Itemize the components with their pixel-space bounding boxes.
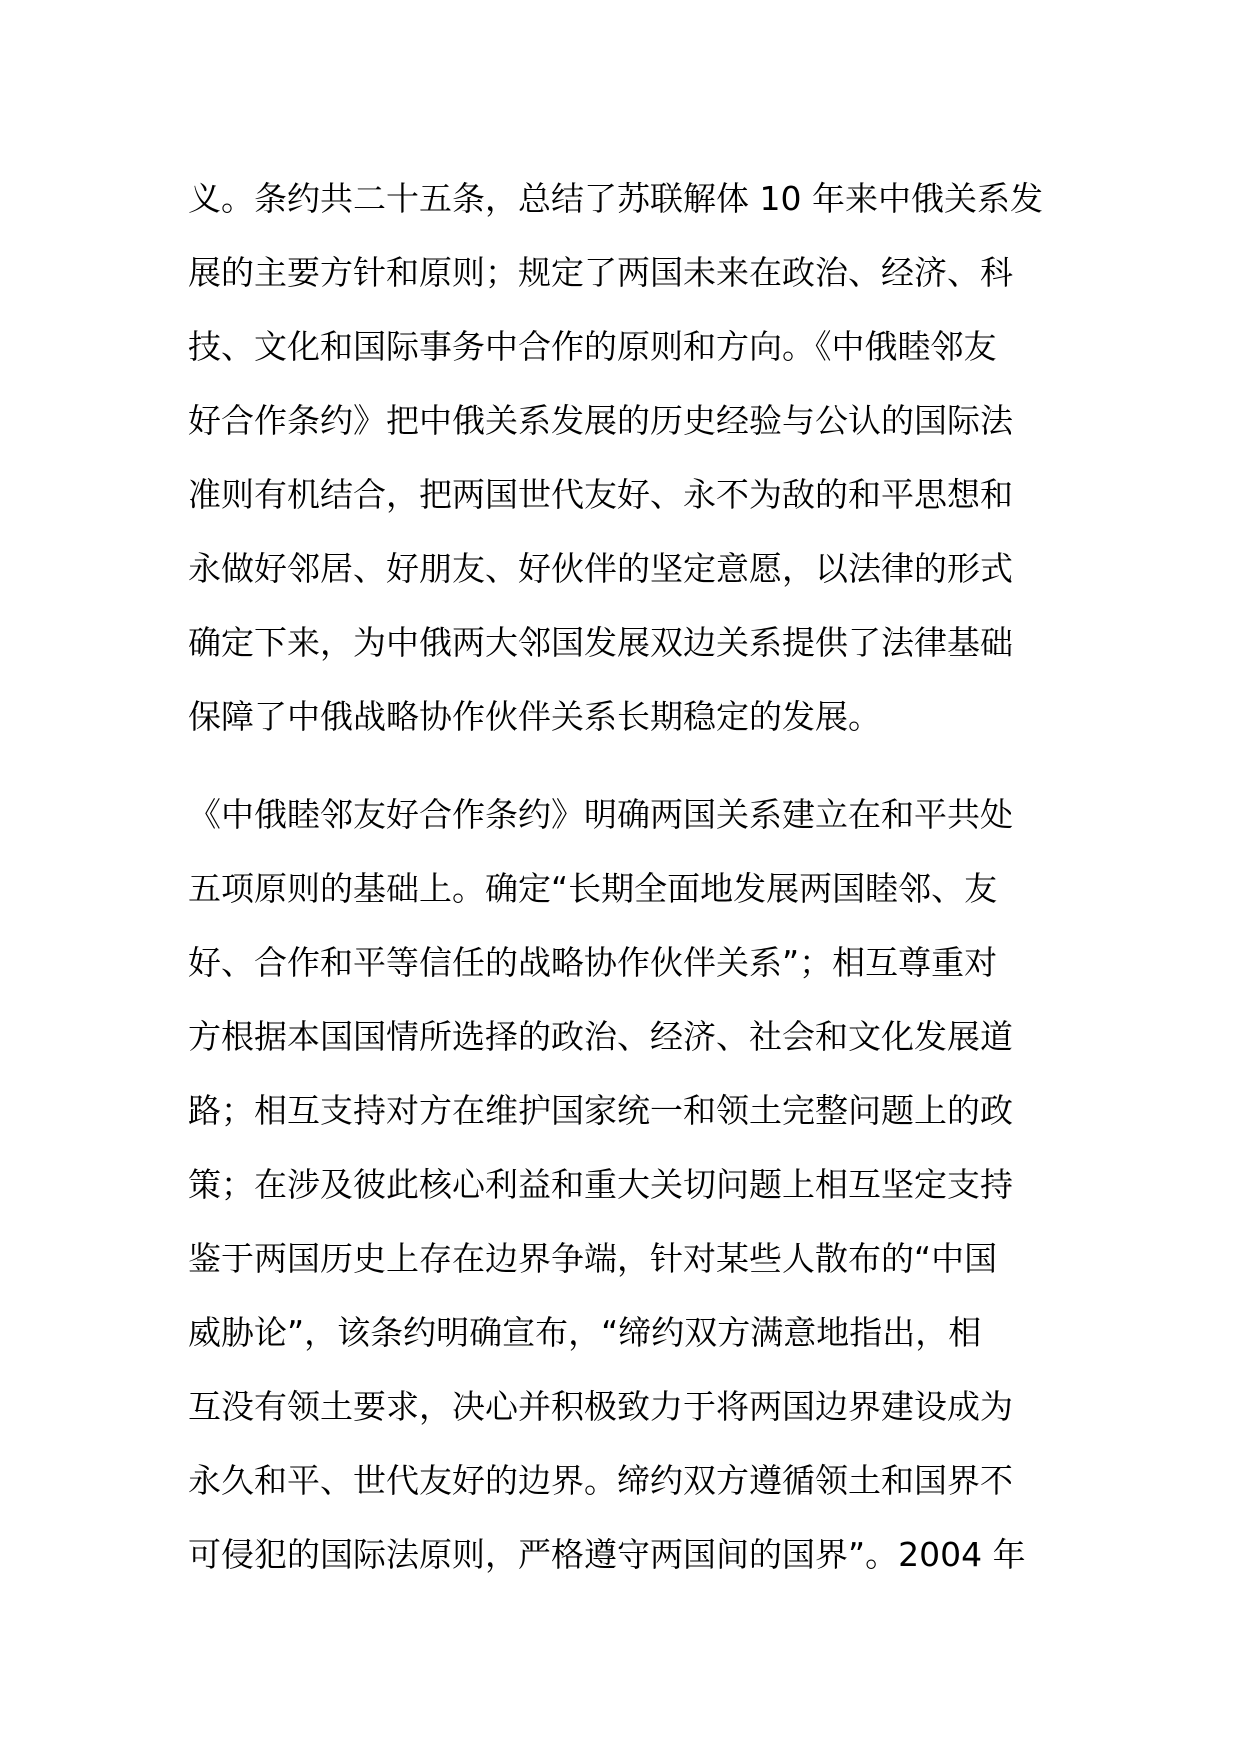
text-line: 可侵犯的国际法原则，严格遵守两国间的国界”。2004 年: [188, 1535, 1026, 1574]
text-line: 威胁论”，该条约明确宣布，“缔约双方满意地指出，相: [188, 1313, 982, 1352]
text-line: 确定下来，为中俄两大邻国发展双边关系提供了法律基础: [188, 623, 1013, 662]
text-line: 《中俄睦邻友好合作条约》明确两国关系建立在和平共处: [188, 795, 1013, 834]
text-line: 方根据本国国情所选择的政治、经济、社会和文化发展道: [188, 1017, 1013, 1056]
paragraph-1: [188, 162, 1068, 754]
text-line: 展的主要方针和原则；规定了两国未来在政治、经济、科: [188, 253, 1013, 292]
text-line: 策；在涉及彼此核心利益和重大关切问题上相互坚定支持: [188, 1165, 1013, 1204]
text-line: 好、合作和平等信任的战略协作伙伴关系”；相互尊重对: [188, 943, 998, 982]
paragraph-2: [188, 778, 1068, 1592]
text-line: 路；相互支持对方在维护国家统一和领土完整问题上的政: [188, 1091, 1013, 1130]
text-line: 互没有领土要求，决心并积极致力于将两国边界建设成为: [188, 1387, 1013, 1426]
text-line: 保障了中俄战略协作伙伴关系长期稳定的发展。: [188, 697, 881, 736]
text-line: 准则有机结合，把两国世代友好、永不为敌的和平思想和: [188, 475, 1013, 514]
text-line: 鉴于两国历史上存在边界争端，针对某些人散布的“中国: [188, 1239, 998, 1278]
text-line: 永做好邻居、好朋友、好伙伴的坚定意愿，以法律的形式: [188, 549, 1013, 588]
text-line: 好合作条约》把中俄关系发展的历史经验与公认的国际法: [188, 401, 1013, 440]
text-line: 技、文化和国际事务中合作的原则和方向。《中俄睦邻友: [188, 327, 997, 366]
text-line: 永久和平、世代友好的边界。缔约双方遵循领土和国界不: [188, 1461, 1013, 1500]
text-line: 义。条约共二十五条，总结了苏联解体 10 年来中俄关系发: [188, 179, 1043, 218]
text-line: 五项原则的基础上。确定“长期全面地发展两国睦邻、友: [188, 869, 998, 908]
